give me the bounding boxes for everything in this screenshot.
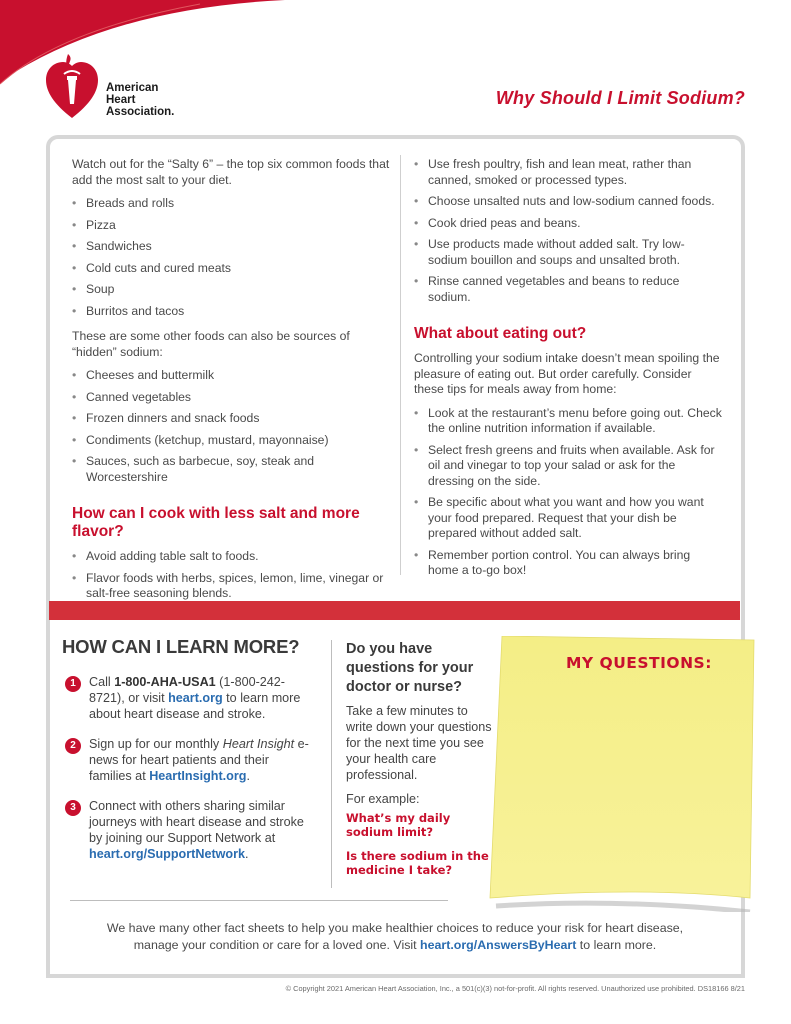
hidden-sodium-list xyxy=(72,368,390,485)
list-item: • Avoid adding table salt to foods. xyxy=(72,549,390,565)
heart-org-link[interactable]: heart.org xyxy=(168,691,223,705)
example-question-1: What’s my daily sodium limit? xyxy=(346,811,451,839)
step-number-badge: 1 xyxy=(65,676,81,692)
step-number-badge: 3 xyxy=(65,800,81,816)
questions-body: Take a few minutes to write down your questions for the next time you see your health care professional. xyxy=(346,704,492,782)
list-item: • Canned vegetables xyxy=(72,390,390,406)
aha-logo xyxy=(44,52,174,122)
publication-name: Heart Insight xyxy=(222,737,295,751)
support-network-link[interactable]: heart.org/SupportNetwork xyxy=(89,847,246,861)
my-questions-title: MY QUESTIONS: xyxy=(566,654,712,672)
list-item: • Use fresh poultry, fish and lean meat, rather than canned, smoked or processed types. xyxy=(414,157,724,188)
list-item: • Be specific about what you want and how you want your food prepared. Request that your dish be prepared without added salt. xyxy=(414,495,724,542)
footer-message: We have many other fact sheets to help you make healthier choices to reduce your risk for heart disease, manage your condition or care for a loved one. Visit heart.org/AnswersByHeart to learn more. xyxy=(106,921,684,952)
list-item: • Select fresh greens and fruits when available. Ask for oil and vinegar to top your salad or ask for the dressing on the side. xyxy=(414,443,724,490)
list-item: • Cold cuts and cured meats xyxy=(72,261,390,277)
list-item: • Remember portion control. You can always bring home a to-go box! xyxy=(414,548,724,579)
list-item: • Choose unsalted nuts and low-sodium canned foods. xyxy=(414,194,724,210)
copyright-notice: © Copyright 2021 American Heart Association, Inc., a 501(c)(3) not-for-profit. All rights reserved. Unauthorized use prohibited. DS18166 8/21 xyxy=(285,984,745,993)
example-question-2: Is there sodium in the medicine I take? xyxy=(346,849,489,877)
eating-out-heading: What about eating out? xyxy=(414,325,587,342)
eating-out-list xyxy=(414,406,724,579)
list-item: • Flavor foods with herbs, spices, lemon, lime, vinegar or salt-free seasoning blends. xyxy=(72,571,390,602)
questions-section xyxy=(346,640,492,887)
horizontal-rule xyxy=(70,900,448,901)
learn-more-section xyxy=(62,636,314,876)
eating-out-intro: Controlling your sodium intake doesn’t mean spoiling the pleasure of eating out. But order carefully. Consider these tips for meals away from home: xyxy=(414,351,720,396)
learn-step-1: 1 Call 1-800-AHA-USA1 (1-800-242-8721), or visit heart.org to learn more about heart disease and stroke. xyxy=(62,674,314,722)
list-item: • Condiments (ketchup, mustard, mayonnaise) xyxy=(72,433,390,449)
list-item: • Pizza xyxy=(72,218,390,234)
hidden-sodium-intro: These are some other foods can also be sources of “hidden” sodium: xyxy=(72,329,350,359)
right-column xyxy=(414,157,724,585)
answers-by-heart-link[interactable]: heart.org/AnswersByHeart xyxy=(420,938,577,952)
list-item: • Frozen dinners and snack foods xyxy=(72,411,390,427)
list-item: • Breads and rolls xyxy=(72,196,390,212)
questions-heading: Do you have questions for your doctor or nurse? xyxy=(346,641,474,695)
learn-more-heading: HOW CAN I LEARN MORE? xyxy=(62,636,300,657)
list-item: • Sandwiches xyxy=(72,239,390,255)
phone-number[interactable]: 1-800-AHA-USA1 xyxy=(114,675,216,689)
list-item: • Sauces, such as barbecue, soy, steak and Worcestershire xyxy=(72,454,390,485)
cook-more-list xyxy=(414,157,724,305)
step-number-badge: 2 xyxy=(65,738,81,754)
heart-insight-link[interactable]: HeartInsight.org xyxy=(149,769,247,783)
list-item: • Cook dried peas and beans. xyxy=(414,216,724,232)
list-item: • Cheeses and buttermilk xyxy=(72,368,390,384)
red-divider-band xyxy=(49,601,740,620)
salty6-intro: Watch out for the “Salty 6” – the top six common foods that add the most salt to your diet. xyxy=(72,157,390,187)
list-item: • Rinse canned vegetables and beans to reduce sodium. xyxy=(414,274,724,305)
salty6-list xyxy=(72,196,390,319)
list-item: • Soup xyxy=(72,282,390,298)
list-item: • Burritos and tacos xyxy=(72,304,390,320)
section-divider xyxy=(331,640,332,888)
heart-torch-icon xyxy=(44,52,100,122)
list-item: • Use products made without added salt. Try low-sodium bouillon and soups and unsalted broth. xyxy=(414,237,724,268)
example-label: For example: xyxy=(346,792,420,806)
cook-heading: How can I cook with less salt and more flavor? xyxy=(72,505,360,540)
cook-list xyxy=(72,549,390,602)
page-title: Why Should I Limit Sodium? xyxy=(495,88,745,108)
list-item: • Look at the restaurant’s menu before going out. Check the online nutrition information if available. xyxy=(414,406,724,437)
learn-step-2: 2 Sign up for our monthly Heart Insight e-news for heart patients and their families at HeartInsight.org. xyxy=(62,736,314,784)
sticky-note[interactable] xyxy=(488,636,756,912)
left-column xyxy=(72,157,390,608)
column-divider xyxy=(400,155,401,575)
org-name: American Heart Association. xyxy=(106,82,175,118)
learn-step-3: 3 Connect with others sharing similar journeys with heart disease and stroke by joining our Support Network at heart.org/SupportNetwork. xyxy=(62,798,314,862)
